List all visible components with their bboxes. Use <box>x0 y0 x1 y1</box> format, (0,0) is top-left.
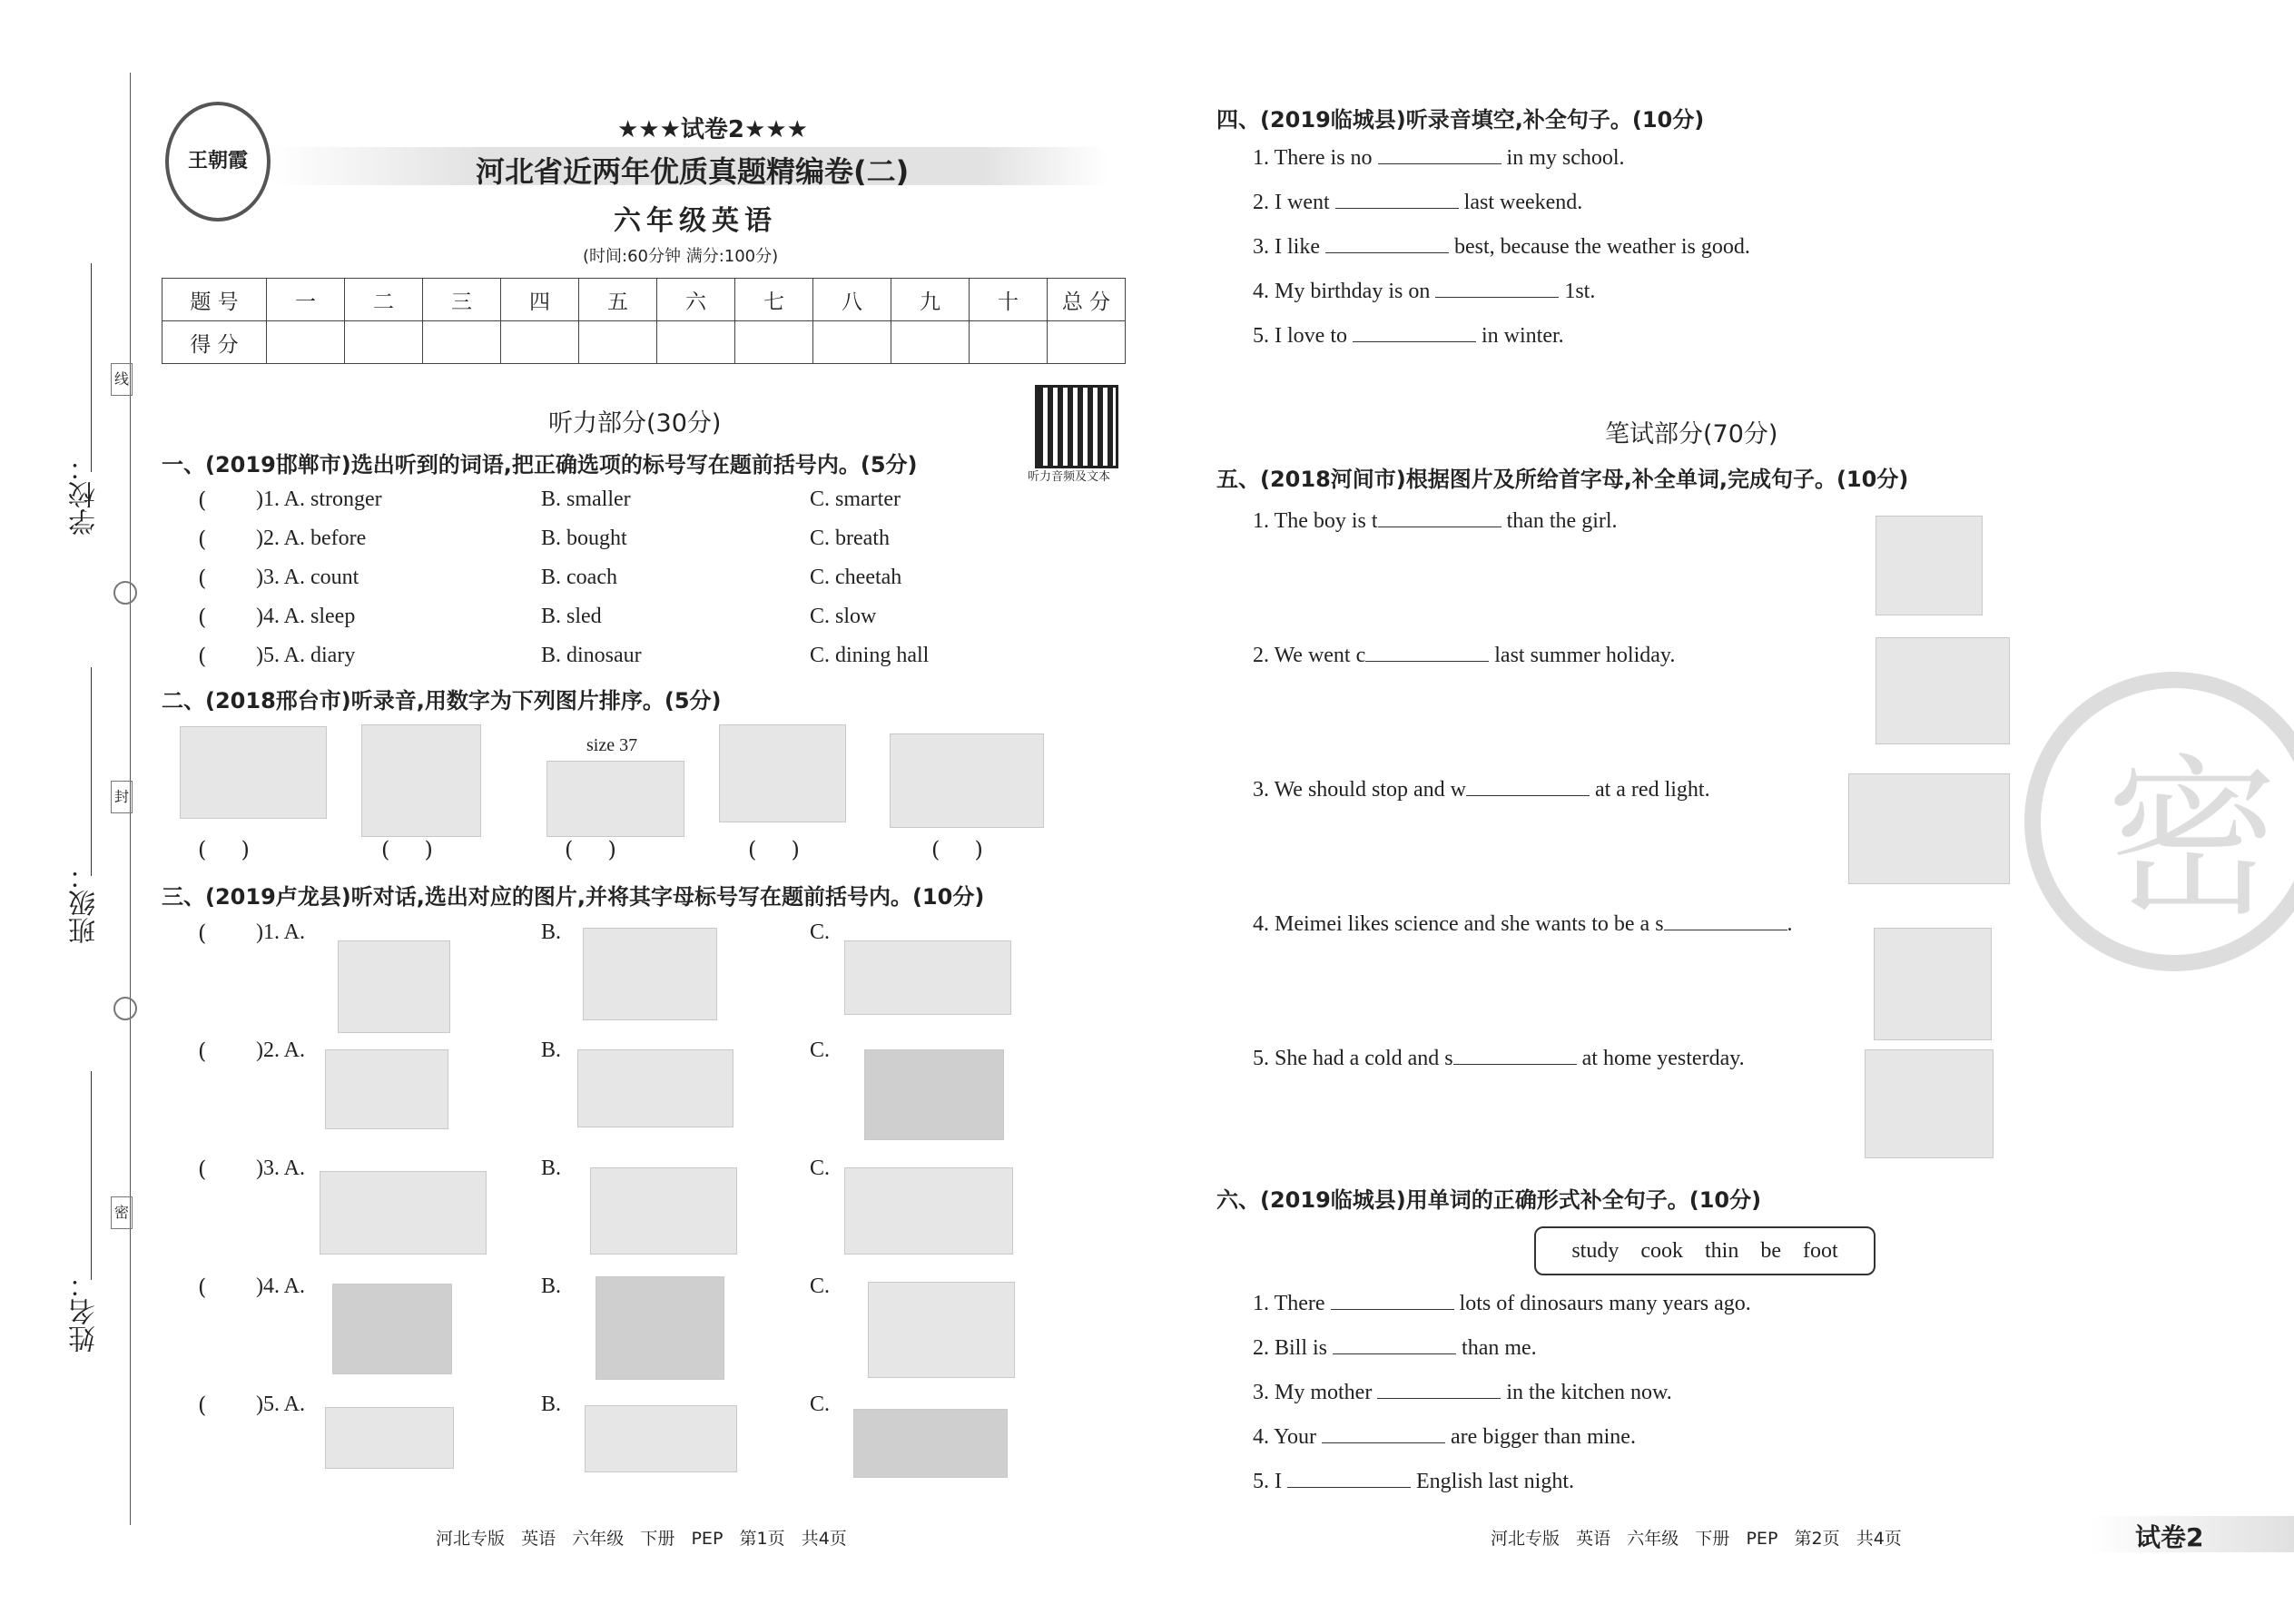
boy-girl-height-picture <box>1876 516 1983 615</box>
s6-item-post: English last night. <box>1416 1470 1574 1493</box>
s3-item: )2. A. <box>256 1038 305 1062</box>
score-input-cell[interactable] <box>267 321 345 364</box>
s5-item <box>1253 1046 1745 1071</box>
score-table-cell: 六 <box>657 279 735 321</box>
s1-option-b: B. dinosaur <box>541 644 642 667</box>
section3-title: 三、(2019卢龙县)听对话,选出对应的图片,并将其字母标号写在题前括号内。(10分) <box>162 884 985 910</box>
s4-item-pre: 1. There is no <box>1253 146 1373 170</box>
answer-paren[interactable]: ( <box>198 1275 207 1300</box>
binding-hole-icon <box>113 997 137 1020</box>
s4-item-post: best, because the weather is good. <box>1453 235 1750 259</box>
dining-picture <box>583 928 717 1020</box>
s3-option-b: B. <box>541 1156 562 1180</box>
s3-item: )4. A. <box>256 1275 305 1298</box>
score-table-cell: 题 号 <box>162 279 267 321</box>
building-picture <box>361 724 481 837</box>
swimming-picture <box>577 1049 733 1127</box>
s6-item-pre: 3. My mother <box>1253 1381 1373 1404</box>
answer-paren[interactable]: ( <box>198 487 207 513</box>
s4-item <box>1253 323 1564 349</box>
s4-item-pre: 3. I like <box>1253 235 1320 259</box>
s1-option-c: C. slow <box>810 605 877 628</box>
answer-blank[interactable] <box>1325 234 1449 253</box>
answer-paren[interactable]: ( <box>198 605 207 630</box>
score-table-cell: 五 <box>579 279 657 321</box>
answer-blank[interactable] <box>1333 1335 1456 1354</box>
order-paren[interactable]: ( ) <box>748 837 800 862</box>
s3-option-c: C. <box>810 1393 831 1416</box>
score-input-cell[interactable] <box>813 321 891 364</box>
s1-option-b: B. sled <box>541 605 602 628</box>
s5-item <box>1253 911 1793 937</box>
answer-paren[interactable]: ( <box>198 566 207 591</box>
camel-rider-picture <box>180 726 327 819</box>
writing-title: 笔试部分(70分) <box>1605 420 1778 448</box>
s6-item <box>1253 1380 1672 1405</box>
school-label: 学校： <box>69 454 101 536</box>
train-picture <box>325 1407 454 1469</box>
answer-blank[interactable] <box>1466 777 1590 796</box>
logo-text: 王朝霞 <box>187 150 248 172</box>
s1-option-c: C. breath <box>810 527 890 550</box>
answer-blank[interactable] <box>1365 643 1489 662</box>
logo-badge <box>165 102 271 221</box>
s1-item: )5. A. diary <box>256 644 356 667</box>
s3-option-c: C. <box>810 1038 831 1062</box>
order-paren[interactable]: ( ) <box>565 837 616 862</box>
s3-item: )5. A. <box>256 1393 305 1416</box>
seal-mark: 封 <box>111 781 133 813</box>
score-table-cell: 七 <box>735 279 813 321</box>
horse-riding-picture <box>338 940 450 1033</box>
camping-picture <box>1876 637 2010 744</box>
s1-option-b: B. smaller <box>541 487 631 511</box>
s4-item <box>1253 279 1595 304</box>
s5-item-pre: 4. Meimei likes science and she wants to be a s <box>1253 912 1664 936</box>
gardening-picture <box>864 1049 1004 1140</box>
order-paren[interactable]: ( ) <box>381 837 433 862</box>
section4-title: 四、(2019临城县)听录音填空,补全句子。(10分) <box>1216 107 1705 133</box>
s1-option-c: C. smarter <box>810 487 901 511</box>
s4-item-post: in winter. <box>1481 324 1564 348</box>
word-bank: study cook thin be foot <box>1534 1226 1876 1275</box>
order-paren[interactable]: ( ) <box>931 837 983 862</box>
score-input-cell[interactable] <box>423 321 501 364</box>
answer-paren[interactable]: ( <box>198 1156 207 1182</box>
score-table <box>162 278 1126 364</box>
s5-item-pre: 2. We went c <box>1253 644 1366 667</box>
s1-option-c: C. dining hall <box>810 644 930 667</box>
answer-blank[interactable] <box>1335 190 1459 209</box>
line-mark: 线 <box>111 363 133 396</box>
s3-item: )3. A. <box>256 1156 305 1180</box>
s6-item-pre: 5. I <box>1253 1470 1282 1493</box>
answer-paren[interactable]: ( <box>198 527 207 552</box>
class-blank-line <box>91 667 92 876</box>
painting-picture <box>325 1049 448 1129</box>
name-label: 姓名： <box>69 1271 101 1353</box>
s4-item-post: last weekend. <box>1463 191 1583 214</box>
score-table-cell: 四 <box>501 279 579 321</box>
girl-reading-picture <box>332 1284 452 1374</box>
s6-item-post: in the kitchen now. <box>1506 1381 1672 1404</box>
score-input-cell[interactable] <box>657 321 735 364</box>
score-table-cell: 二 <box>345 279 423 321</box>
ship-picture <box>853 1409 1008 1478</box>
s4-item <box>1253 190 1582 215</box>
section6-title: 六、(2019临城县)用单词的正确形式补全句子。(10分) <box>1216 1187 1762 1213</box>
s6-item-pre: 2. Bill is <box>1253 1336 1328 1360</box>
plane-picture <box>585 1405 737 1472</box>
girl-writing-picture <box>868 1282 1015 1378</box>
s1-item: )3. A. count <box>256 566 359 589</box>
s5-item <box>1253 643 1675 668</box>
score-table-score-row <box>162 321 1126 364</box>
answer-blank[interactable] <box>1353 323 1476 342</box>
s4-item-post: 1st. <box>1564 280 1596 303</box>
traffic-light-picture <box>1848 773 2010 884</box>
score-table-cell: 一 <box>267 279 345 321</box>
s6-item <box>1253 1469 1574 1494</box>
answer-paren[interactable]: ( <box>198 920 207 946</box>
s3-option-c: C. <box>810 1275 831 1298</box>
answer-blank[interactable] <box>1378 145 1501 164</box>
footer-badge: 试卷2 <box>2135 1522 2204 1552</box>
s3-option-b: B. <box>541 920 562 944</box>
s4-item-pre: 4. My birthday is on <box>1253 280 1431 303</box>
answer-paren[interactable]: ( <box>198 1038 207 1064</box>
exam-meta: (时间:60分钟 满分:100分) <box>583 247 779 266</box>
s5-item-post: at a red light. <box>1594 778 1710 802</box>
qr-code-icon[interactable] <box>1035 385 1118 468</box>
girl-eating-picture <box>596 1276 724 1380</box>
score-input-cell[interactable] <box>735 321 813 364</box>
exam-subtitle: 六年级英语 <box>614 205 777 237</box>
s4-item-post: in my school. <box>1506 146 1625 170</box>
s1-item: )2. A. before <box>256 527 367 550</box>
footer-left: 河北专版 英语 六年级 下册 PEP 第1页 共4页 <box>436 1529 847 1549</box>
s1-option-c: C. cheetah <box>810 566 902 589</box>
answer-blank[interactable] <box>1453 1046 1577 1065</box>
score-input-cell[interactable] <box>579 321 657 364</box>
listening-title: 听力部分(30分) <box>548 409 722 438</box>
answer-paren[interactable]: ( <box>198 644 207 669</box>
s5-item-pre: 5. She had a cold and s <box>1253 1047 1453 1070</box>
s6-item <box>1253 1291 1751 1316</box>
answer-paren[interactable]: ( <box>198 1393 207 1418</box>
qr-caption: 听力音频及文本 <box>1028 470 1111 484</box>
score-table-cell: 三 <box>423 279 501 321</box>
s5-item-post: at home yesterday. <box>1581 1047 1745 1070</box>
s5-item-post: than the girl. <box>1506 509 1618 533</box>
exam-title: 河北省近两年优质真题精编卷(二) <box>476 154 910 189</box>
series-label: ★★★试卷2★★★ <box>617 116 808 143</box>
class-label: 班级： <box>69 862 101 944</box>
s3-option-c: C. <box>810 920 831 944</box>
s5-item-pre: 1. The boy is t <box>1253 509 1378 533</box>
s4-item-pre: 5. I love to <box>1253 324 1347 348</box>
secret-seal-char: 密 <box>2105 739 2279 940</box>
s6-item-post: than me. <box>1462 1336 1537 1360</box>
s5-item-pre: 3. We should stop and w <box>1253 778 1466 802</box>
section1-title: 一、(2019邯郸市)选出听到的词语,把正确选项的标号写在题前括号内。(5分) <box>162 452 918 477</box>
s6-item-post: lots of dinosaurs many years ago. <box>1459 1292 1751 1315</box>
secret-mark: 密 <box>111 1196 133 1229</box>
school-blank-line <box>91 263 92 472</box>
s5-item-post: last summer holiday. <box>1494 644 1676 667</box>
order-paren[interactable]: ( ) <box>198 837 250 862</box>
s4-item <box>1253 234 1750 260</box>
s3-item: )1. A. <box>256 920 305 944</box>
answer-blank[interactable] <box>1377 1380 1501 1399</box>
s6-item-pre: 1. There <box>1253 1292 1325 1315</box>
answer-blank[interactable] <box>1664 911 1787 930</box>
s5-item-post: . <box>1787 912 1793 936</box>
cycling-picture <box>844 940 1011 1015</box>
s4-item-pre: 2. I went <box>1253 191 1330 214</box>
s1-item: )4. A. sleep <box>256 605 356 628</box>
answer-blank[interactable] <box>1331 1291 1454 1310</box>
score-table-cell: 八 <box>813 279 891 321</box>
score-table-cell: 得 分 <box>162 321 267 364</box>
score-input-cell[interactable] <box>1048 321 1126 364</box>
score-table-cell: 总 分 <box>1048 279 1126 321</box>
s1-option-b: B. bought <box>541 527 627 550</box>
section2-title: 二、(2018邢台市)听录音,用数字为下列图片排序。(5分) <box>162 688 722 714</box>
computer-picture <box>719 724 846 822</box>
score-input-cell[interactable] <box>891 321 970 364</box>
s3-option-b: B. <box>541 1393 562 1416</box>
s4-item <box>1253 145 1625 171</box>
answer-blank[interactable] <box>1378 508 1501 527</box>
s5-item <box>1253 777 1710 802</box>
s5-item <box>1253 508 1618 534</box>
answer-blank[interactable] <box>1435 279 1559 298</box>
section5-title: 五、(2018河间市)根据图片及所给首字母,补全单词,完成句子。(10分) <box>1216 467 1909 492</box>
s3-option-b: B. <box>541 1275 562 1298</box>
family-picture <box>590 1167 737 1255</box>
s1-item: )1. A. stronger <box>256 487 382 511</box>
s3-option-c: C. <box>810 1156 831 1180</box>
binding-hole-icon <box>113 581 137 605</box>
sick-in-bed-picture <box>1865 1049 1994 1158</box>
talking-people-picture <box>320 1171 487 1255</box>
footer-right: 河北专版 英语 六年级 下册 PEP 第2页 共4页 <box>1491 1529 1902 1549</box>
answer-blank[interactable] <box>1322 1424 1445 1443</box>
s6-item-pre: 4. Your <box>1253 1425 1317 1449</box>
s1-option-b: B. coach <box>541 566 617 589</box>
s6-item-post: are bigger than mine. <box>1451 1425 1636 1449</box>
shoe-size-label: size 37 <box>586 735 638 755</box>
score-input-cell[interactable] <box>345 321 423 364</box>
ice-fishing-picture <box>890 733 1044 828</box>
answer-blank[interactable] <box>1287 1469 1411 1488</box>
s6-item <box>1253 1335 1537 1361</box>
sneakers-picture <box>546 761 684 837</box>
s6-item <box>1253 1424 1636 1450</box>
name-blank-line <box>91 1071 92 1280</box>
score-input-cell[interactable] <box>501 321 579 364</box>
s3-option-b: B. <box>541 1038 562 1062</box>
score-input-cell[interactable] <box>970 321 1048 364</box>
score-table-cell: 九 <box>891 279 970 321</box>
scientist-picture <box>1874 928 1992 1040</box>
score-table-header-row <box>162 279 1126 321</box>
kitchen-picture <box>844 1167 1013 1255</box>
score-table-cell: 十 <box>970 279 1048 321</box>
